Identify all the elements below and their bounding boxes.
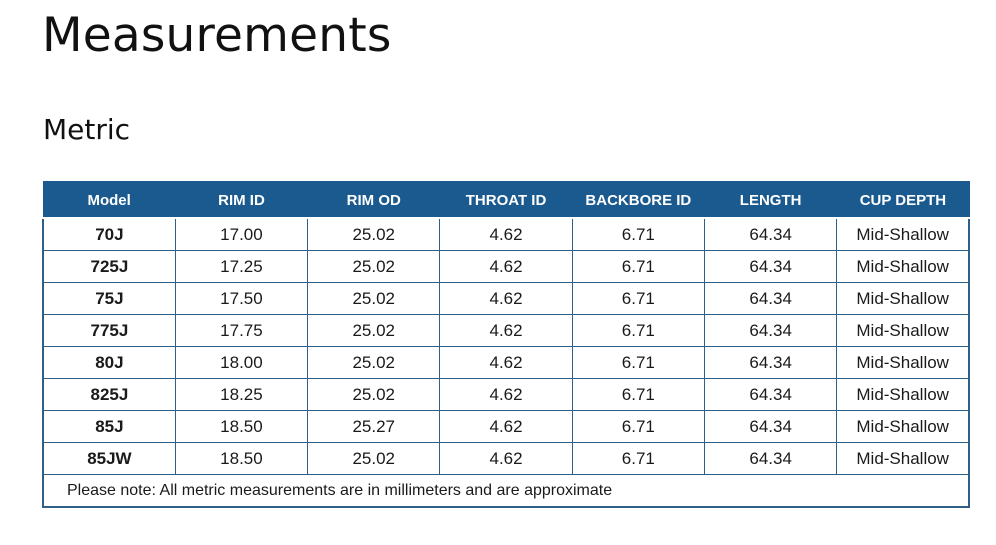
cell-cup-depth: Mid-Shallow [837, 315, 969, 347]
section-title-metric: Metric [43, 113, 131, 146]
cell-throat-id: 4.62 [440, 347, 572, 379]
cell-rim-od: 25.02 [308, 315, 440, 347]
cell-backbore-id: 6.71 [572, 411, 704, 443]
measurements-table-container [42, 181, 968, 508]
cell-cup-depth: Mid-Shallow [837, 379, 969, 411]
column-header-cup-depth: CUP DEPTH [837, 182, 969, 218]
table-header [43, 182, 969, 218]
cell-cup-depth: Mid-Shallow [837, 251, 969, 283]
column-header-rim-id: RIM ID [175, 182, 307, 218]
column-header-throat-id: THROAT ID [440, 182, 572, 218]
column-header-model: Model [43, 182, 175, 218]
cell-backbore-id: 6.71 [572, 218, 704, 251]
cell-model: 825J [43, 379, 175, 411]
table-note: Please note: All metric measurements are in millimeters and are approximate [43, 475, 969, 508]
cell-rim-id: 18.25 [175, 379, 307, 411]
cell-model: 775J [43, 315, 175, 347]
cell-rim-od: 25.02 [308, 443, 440, 475]
cell-length: 64.34 [704, 283, 836, 315]
cell-cup-depth: Mid-Shallow [837, 218, 969, 251]
cell-model: 70J [43, 218, 175, 251]
cell-rim-od: 25.02 [308, 347, 440, 379]
cell-backbore-id: 6.71 [572, 443, 704, 475]
table-row [43, 411, 969, 443]
header-row [43, 182, 969, 218]
cell-throat-id: 4.62 [440, 411, 572, 443]
cell-length: 64.34 [704, 251, 836, 283]
cell-rim-od: 25.27 [308, 411, 440, 443]
cell-length: 64.34 [704, 347, 836, 379]
cell-length: 64.34 [704, 379, 836, 411]
cell-rim-id: 17.00 [175, 218, 307, 251]
cell-cup-depth: Mid-Shallow [837, 411, 969, 443]
table-row [43, 315, 969, 347]
note-row [43, 475, 969, 508]
cell-length: 64.34 [704, 411, 836, 443]
cell-rim-id: 17.75 [175, 315, 307, 347]
cell-rim-id: 17.50 [175, 283, 307, 315]
table-row [43, 251, 969, 283]
cell-length: 64.34 [704, 315, 836, 347]
cell-model: 75J [43, 283, 175, 315]
cell-rim-id: 18.50 [175, 411, 307, 443]
cell-throat-id: 4.62 [440, 283, 572, 315]
table-footer [43, 475, 969, 508]
cell-rim-od: 25.02 [308, 283, 440, 315]
cell-backbore-id: 6.71 [572, 315, 704, 347]
cell-cup-depth: Mid-Shallow [837, 347, 969, 379]
column-header-rim-od: RIM OD [308, 182, 440, 218]
column-header-length: LENGTH [704, 182, 836, 218]
table-row [43, 443, 969, 475]
cell-rim-id: 18.00 [175, 347, 307, 379]
measurements-table [42, 181, 970, 508]
table-body [43, 218, 969, 475]
cell-cup-depth: Mid-Shallow [837, 443, 969, 475]
cell-length: 64.34 [704, 443, 836, 475]
cell-rim-id: 18.50 [175, 443, 307, 475]
table-row [43, 347, 969, 379]
table-row [43, 379, 969, 411]
cell-backbore-id: 6.71 [572, 379, 704, 411]
cell-model: 85J [43, 411, 175, 443]
table-row [43, 218, 969, 251]
cell-throat-id: 4.62 [440, 443, 572, 475]
cell-rim-id: 17.25 [175, 251, 307, 283]
cell-model: 80J [43, 347, 175, 379]
cell-throat-id: 4.62 [440, 379, 572, 411]
page-title: Measurements [42, 8, 392, 63]
cell-model: 85JW [43, 443, 175, 475]
cell-model: 725J [43, 251, 175, 283]
cell-rim-od: 25.02 [308, 379, 440, 411]
cell-length: 64.34 [704, 218, 836, 251]
cell-backbore-id: 6.71 [572, 347, 704, 379]
cell-rim-od: 25.02 [308, 251, 440, 283]
table-row [43, 283, 969, 315]
cell-rim-od: 25.02 [308, 218, 440, 251]
column-header-backbore-id: BACKBORE ID [572, 182, 704, 218]
cell-throat-id: 4.62 [440, 315, 572, 347]
cell-backbore-id: 6.71 [572, 251, 704, 283]
cell-cup-depth: Mid-Shallow [837, 283, 969, 315]
cell-throat-id: 4.62 [440, 251, 572, 283]
cell-throat-id: 4.62 [440, 218, 572, 251]
cell-backbore-id: 6.71 [572, 283, 704, 315]
